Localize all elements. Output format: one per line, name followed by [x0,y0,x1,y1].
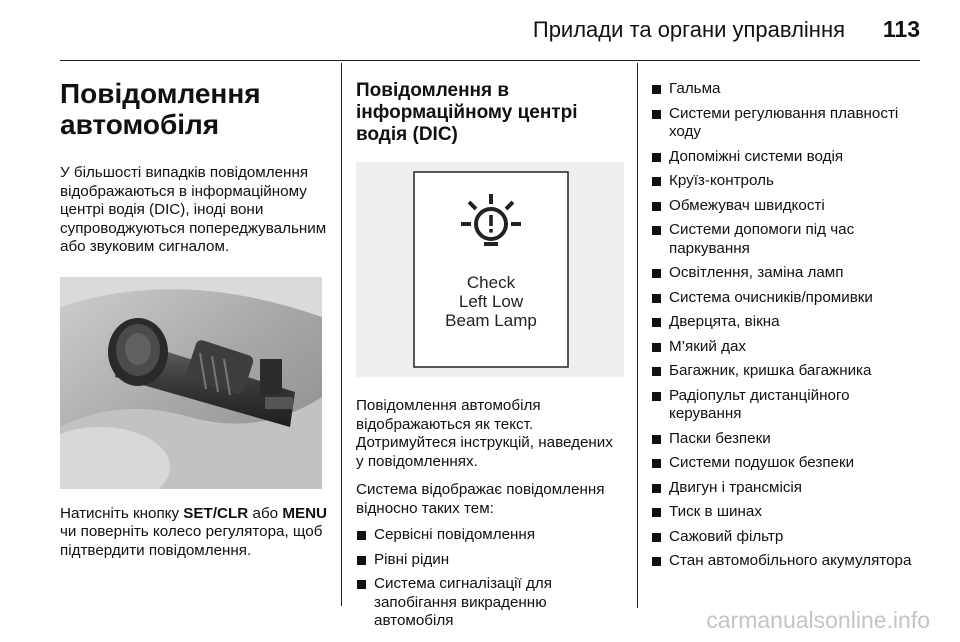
list-item: Гальма [651,80,926,99]
list-item: Допоміжні системи водія [651,148,926,167]
page-header [0,0,960,60]
menu-button-label: MENU [282,504,328,522]
paragraph: Повідомлення автомобіля відображаються як текст. Дотримуйтеся інструкцій, наведених у повідомленнях. [356,397,613,470]
set-clr-button-label: SET/CLR [183,504,249,522]
topic-list [651,80,926,571]
paragraph: Система відображає повідомлення відносно таких тем: [356,481,605,517]
list-item: Тиск в шинах [651,503,926,522]
list-item: Освітлення, заміна ламп [651,264,926,283]
watermark: carmanualsonline.info [706,607,930,633]
list-item: Системи регулювання плавності ходу [651,105,926,142]
list-item: Обмежувач швидкості [651,197,926,216]
list-item: Двигун і трансмісія [651,479,926,498]
list-item: Стан автомобільного акумулятора [651,552,926,571]
main-heading [60,78,328,140]
dic-display-illustration [356,162,624,377]
dic-text-line: Left Low [458,292,524,311]
column-divider [341,63,342,606]
list-item: Радіопульт дистанційного керування [651,387,926,424]
dic-text-line: Beam Lamp [445,311,537,330]
page-number: 113 [882,16,920,42]
section-title: Прилади та органи управління [532,17,845,42]
list-item: Системи подушок безпеки [651,454,926,473]
list-item: Паски безпеки [651,430,926,449]
intro-paragraph: У більшості випадків повідомлення відображаються в інформаційному центрі водія (DIC), іноді вони супроводжуються попереджувальним або звуковим сигналом. [60,164,327,255]
list-item: Сервісні повідомлення [356,526,624,545]
column-3 [651,80,926,577]
list-item: Сажовий фільтр [651,528,926,547]
heading-line: Повідомлення [60,78,261,109]
dic-heading: Повідомлення в інформаційному центрі водія (DIC) [356,80,578,145]
list-item: Система сигналізації для запобігання викраденню автомобіля [356,575,624,631]
steering-stalk-photo [60,277,322,489]
list-item: М’який дах [651,338,926,357]
topic-list [356,526,624,631]
list-item: Багажник, кришка багажника [651,362,926,381]
header-rule [60,60,920,61]
list-item: Рівні рідин [356,551,624,570]
list-item: Система очисників/промивки [651,289,926,308]
list-item: Дверцята, вікна [651,313,926,332]
column-2 [356,72,624,637]
instruction-paragraph: Натисніть кнопку SET/CLR або MENU чи поверніть колесо регулятора, щоб підтвердити повідомлення. [60,504,328,559]
heading-line: автомобіля [60,109,220,140]
column-divider [637,63,638,608]
column-1 [60,72,328,570]
list-item: Системи допомоги під час паркування [651,221,926,258]
dic-text-line: Check [466,273,516,292]
list-item: Круїз-контроль [651,172,926,191]
